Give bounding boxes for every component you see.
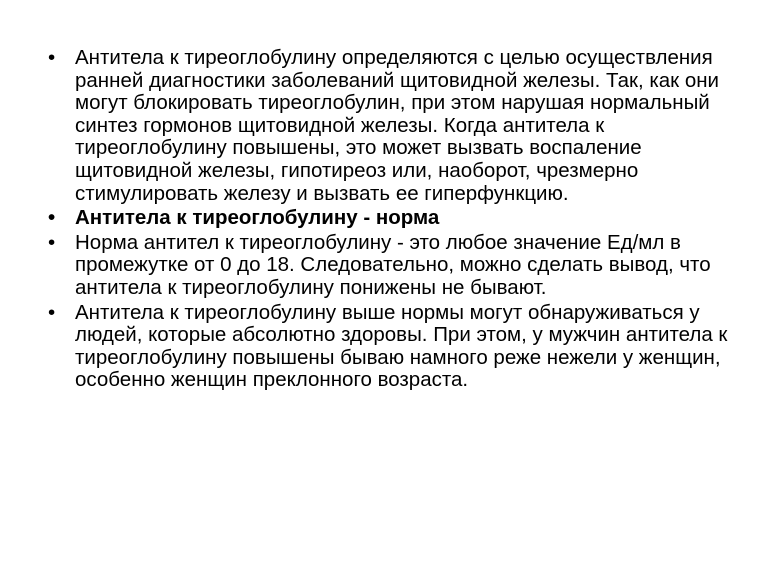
- bullet-item-above-norm: [48, 302, 728, 392]
- bullet-text: Антитела к тиреоглобулину выше нормы могут обнаруживаться у людей, которые абсолютно здоровы. При этом, у мужчин антитела к тиреоглобулину повышены бываю намного реже нежели у женщин, особенно женщин преклонного возраста.: [75, 300, 728, 392]
- bullet-text: Антитела к тиреоглобулину - норма: [75, 206, 440, 230]
- bullet-dot-icon: •: [48, 300, 56, 324]
- bullet-item-norm-range: [48, 232, 728, 300]
- bullet-item-purpose: [48, 47, 728, 205]
- bullet-list: [48, 47, 728, 392]
- bullet-dot-icon: •: [48, 206, 56, 230]
- bullet-text: Норма антител к тиреоглобулину - это любое значение Ед/мл в промежутке от 0 до 18. Следовательно, можно сделать вывод, что антитела к тиреоглобулину понижены не бывают.: [75, 230, 711, 299]
- bullet-item-heading-norm: [48, 207, 728, 230]
- bullet-dot-icon: •: [48, 46, 56, 69]
- bullet-text: Антитела к тиреоглобулину определяются с целью осуществления ранней диагностики заболеваний щитовидной железы. Так, как они могут блокировать тиреоглобулин, при этом нарушая нормальный синтез гормонов щитовидной железы. Когда антитела к тиреоглобулину повышены, это может вызвать воспаление щитовидной железы, гипотиреоз или, наоборот, чрезмерно стимулировать железу и вызвать ее гиперфункцию.: [75, 46, 719, 205]
- bullet-dot-icon: •: [48, 230, 56, 254]
